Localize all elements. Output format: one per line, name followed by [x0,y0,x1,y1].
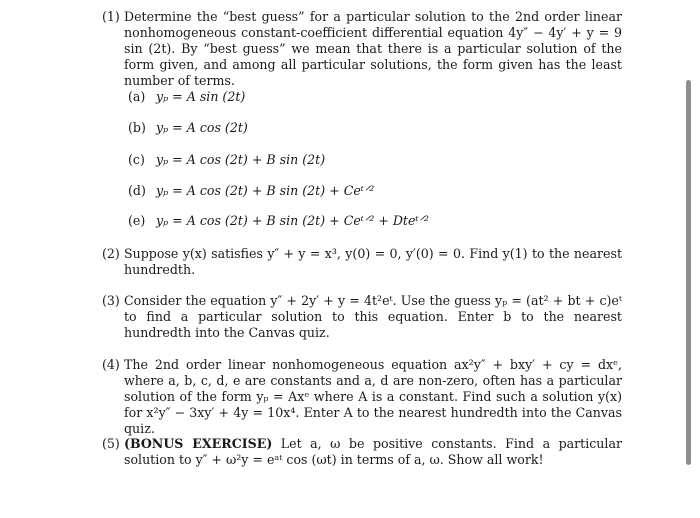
bonus-label: (BONUS EXERCISE) [124,436,273,451]
choice-expression: yₚ = A cos (2t) + B sin (2t) + Ceᵗᐟ² [156,183,375,198]
problem-number: (1) [102,9,120,24]
vertical-scrollbar[interactable] [686,80,691,465]
problem-text: Determine the “best guess” for a particular solution to the 2nd order linear nonhomogeneous constant-coefficient differential equation 4y″ − 4y′ + y = 9 sin (2t). By “best guess” we mean that there is a particular solution of the form given, and among all particular solutions, the form given has the least number of terms. [124,9,622,88]
choice-c [128,152,325,168]
problem-number: (5) [102,436,120,451]
choice-label: (a) [128,89,146,104]
choice-label: (d) [128,183,146,198]
bonus-text: Let a, ω be positive constants. Find a particular solution to y″ + ω²y = eᵃᵗ cos (ωt) in terms of a, ω. Show all work! [124,436,622,467]
choice-e [128,213,429,229]
problem-1 [102,9,622,89]
problem-number: (4) [102,357,120,372]
problem-4 [102,357,622,437]
problem-text [124,436,622,468]
choice-expression: yₚ = A cos (2t) + B sin (2t) + Ceᵗᐟ² + Dteᵗᐟ² [156,213,429,228]
choice-label: (e) [128,213,146,228]
choice-expression: yₚ = A cos (2t) [156,120,248,135]
problem-text: Consider the equation y″ + 2y′ + y = 4t²eᵗ. Use the guess yₚ = (at² + bt + c)eᵗ to find a particular solution to this equation. Enter b to the nearest hundredth into the Canvas quiz. [124,293,622,340]
problem-text: The 2nd order linear nonhomogeneous equation ax²y″ + bxy′ + cy = dxᵉ, where a, b, c, d, e are constants and a, d are non-zero, often has a particular solution of the form yₚ = Axᵉ where A is a constant. Find such a solution y(x) for x²y″ − 3xy′ + 4y = 10x⁴. Enter A to the nearest hundredth into the Canvas quiz. [124,357,622,436]
choice-label: (c) [128,152,145,167]
choice-b [128,120,248,136]
choice-a [128,89,245,105]
problem-text: Suppose y(x) satisfies y″ + y = x³, y(0) = 0, y′(0) = 0. Find y(1) to the nearest hundredth. [124,246,622,277]
problem-number: (3) [102,293,120,308]
choice-label: (b) [128,120,146,135]
problem-5 [102,436,622,468]
problem-2 [102,246,622,278]
choice-expression: yₚ = A sin (2t) [156,89,246,104]
problem-3 [102,293,622,341]
choice-expression: yₚ = A cos (2t) + B sin (2t) [156,152,326,167]
problem-number: (2) [102,246,120,261]
choice-d [128,183,374,199]
